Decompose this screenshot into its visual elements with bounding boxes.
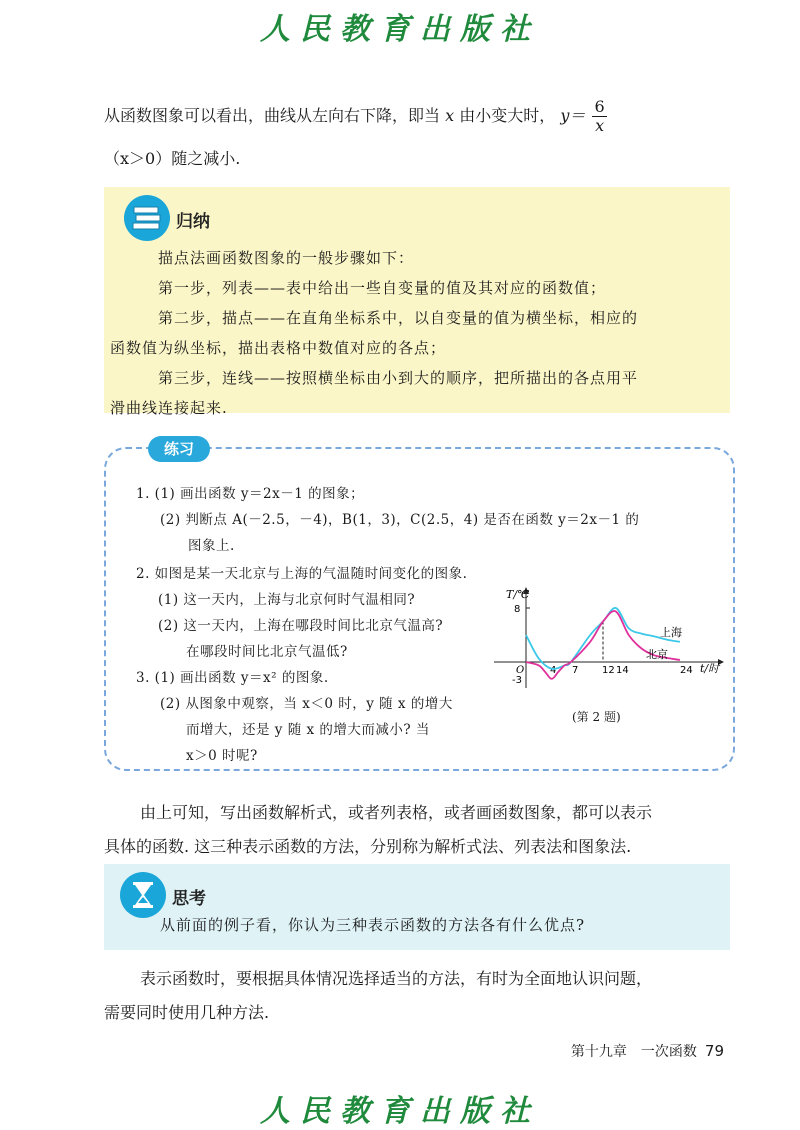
fraction-denominator: x	[595, 116, 605, 135]
footer-chapter	[571, 1041, 724, 1061]
books-icon	[124, 195, 170, 241]
exercise-line: (1) 这一天内，上海与北京何时气温相同?	[158, 592, 416, 608]
exercise-line: (2) 这一天内，上海在哪段时间比北京气温高?	[158, 618, 444, 634]
think-box-sikao	[104, 864, 730, 950]
sikao-title: 思考	[172, 889, 206, 909]
sikao-text: 从前面的例子看，你认为三种表示函数的方法各有什么优点?	[160, 916, 586, 934]
page-number: 79	[704, 1042, 724, 1060]
summary-line: 由上可知，写出函数解析式，或者列表格，或者画函数图象，都可以表示	[140, 803, 653, 822]
summary-paragraph	[104, 796, 736, 864]
y-tick-label-8: 8	[514, 604, 521, 615]
intro-y-eq: y＝	[560, 106, 586, 125]
x-tick-label-24: 24	[680, 665, 693, 676]
guina-line: 滑曲线连接起来.	[110, 399, 228, 417]
x-axis-label: t/时	[700, 662, 720, 675]
origin-label: O	[516, 665, 525, 676]
guina-text	[104, 243, 716, 423]
summary-line: 具体的函数. 这三种表示函数的方法，分别称为解析式法、列表法和图象法.	[104, 837, 632, 856]
guina-line: 第二步，描点——在直角坐标系中，以自变量的值为横坐标，相应的	[158, 309, 639, 327]
intro-line2: （x＞0）随之减小.	[104, 149, 241, 168]
exercise-line: (2) 判断点 A(－2.5，－4)，B(1，3)，C(2.5，4) 是否在函数 y＝2x－1 的	[160, 512, 640, 528]
exercise-line: 而增大，还是 y 随 x 的增大而减小? 当	[186, 722, 430, 738]
hourglass-icon	[120, 872, 166, 918]
intro-paragraph	[104, 98, 736, 135]
exercise-line: 在哪段时间比北京气温低?	[186, 644, 348, 660]
publisher-footer: 人民教育出版社	[260, 1094, 540, 1129]
exercise-line: (2) 从图象中观察，当 x＜0 时，y 随 x 的增大	[160, 696, 453, 712]
guina-line: 第一步，列表——表中给出一些自变量的值及其对应的函数值；	[158, 279, 607, 297]
chapter-title: 第十九章 一次函数	[570, 1044, 697, 1060]
y-tick-label-minus3: -3	[512, 675, 522, 686]
x-tick-label-4: 4	[550, 665, 557, 676]
exercise-tab: 练习	[148, 436, 210, 462]
x-tick-label-7: 7	[572, 665, 579, 676]
closing-paragraph	[104, 962, 736, 1030]
intro-var-x: x	[445, 106, 455, 125]
exercise-line: 1. (1) 画出函数 y＝2x－1 的图象；	[136, 486, 365, 502]
guina-title: 归纳	[176, 212, 210, 232]
closing-line: 表示函数时，要根据具体情况选择适当的方法，有时为全面地认识问题，	[140, 969, 653, 988]
exercise-line: 图象上.	[188, 538, 235, 554]
intro-line1-pre: 从函数图象可以看出，曲线从左向右下降，即当	[104, 106, 441, 125]
guina-line: 第三步，连线——按照横坐标由小到大的顺序，把所描出的各点用平	[158, 369, 639, 387]
figure-caption: (第 2 题)	[572, 710, 621, 724]
fraction-numerator: 6	[594, 97, 605, 116]
closing-line: 需要同时使用几种方法.	[104, 1003, 270, 1022]
legend-label-shanghai: 上海	[660, 626, 682, 639]
guina-line: 函数值为纵坐标，描出表格中数值对应的各点；	[110, 339, 447, 357]
y-axis-label: T/℃	[506, 588, 530, 601]
temperature-chart	[490, 584, 730, 694]
x-tick-label-14: 14	[616, 665, 629, 676]
exercise-line: 3. (1) 画出函数 y＝x² 的图象.	[136, 670, 329, 686]
publisher-header: 人民教育出版社	[260, 12, 540, 47]
intro-line1-mid: 由小变大时，	[459, 106, 556, 125]
exercise-line: 2. 如图是某一天北京与上海的气温随时间变化的图象.	[136, 566, 468, 582]
fraction	[592, 98, 606, 135]
legend-label-beijing: 北京	[646, 648, 668, 661]
guina-line: 描点法画函数图象的一般步骤如下：	[158, 249, 415, 267]
summary-box-guina	[104, 187, 730, 417]
x-tick-label-12: 12	[602, 665, 615, 676]
exercise-line: x＞0 时呢?	[186, 748, 258, 764]
